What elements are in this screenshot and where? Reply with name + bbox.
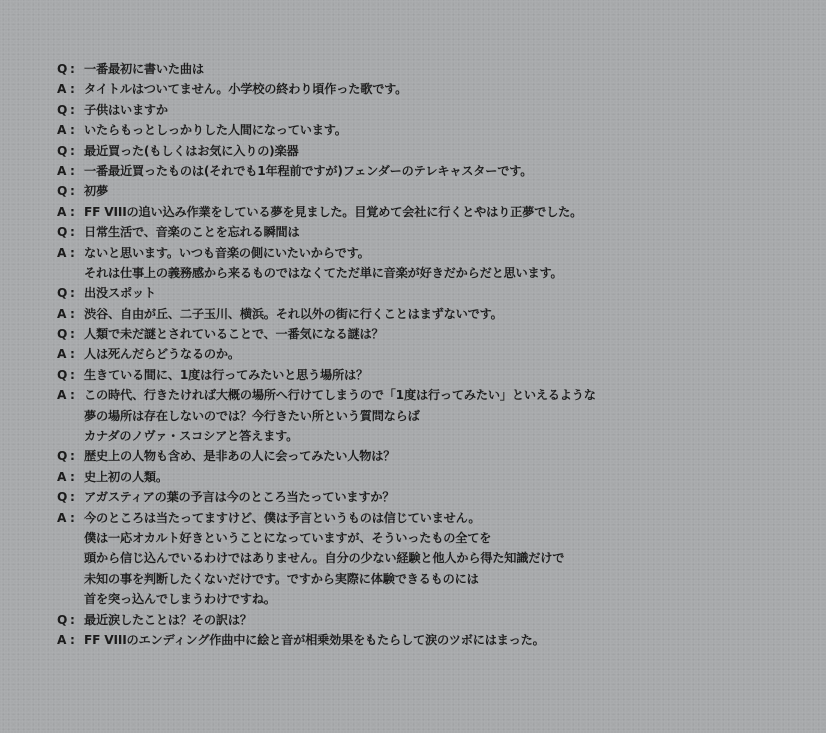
qa-text: いたらもっとしっかりした人間になっています。 (84, 123, 347, 138)
answer-line (57, 161, 797, 181)
qa-marker: A (57, 204, 67, 219)
answer-continuation-line (57, 528, 797, 548)
qa-colon: : (70, 306, 75, 321)
qa-text: 出没スポット (84, 286, 156, 301)
question-line (57, 181, 797, 201)
qa-text: それは仕事上の義務感から来るものではなくてただ単に音楽が好きだからだと思います。 (84, 265, 563, 280)
qa-colon: : (70, 327, 75, 342)
answer-line (57, 79, 797, 99)
qa-colon: : (70, 184, 75, 199)
qa-colon: : (70, 510, 75, 525)
answer-line (57, 630, 797, 650)
qa-marker: Q (57, 102, 68, 117)
qa-text: 史上初の人類。 (84, 469, 168, 484)
question-line (57, 610, 797, 630)
question-line (57, 324, 797, 344)
qa-marker: Q (57, 327, 68, 342)
qa-text: 夢の場所は存在しないのでは？今行きたい所という質問ならば (84, 408, 420, 423)
qa-marker: A (57, 510, 67, 525)
answer-line (57, 467, 797, 487)
answer-continuation-line (57, 589, 797, 609)
qa-text: 生きている間に、1度は行ってみたいと思う場所は？ (84, 367, 368, 382)
qa-colon: : (70, 225, 75, 240)
qa-colon: : (70, 490, 75, 505)
answer-continuation-line (57, 426, 797, 446)
qa-text: タイトルはついてません。小学校の終わり頃作った歌です。 (84, 82, 408, 97)
qa-marker: A (57, 82, 67, 97)
question-line (57, 59, 797, 79)
qa-colon: : (70, 388, 75, 403)
question-line (57, 141, 797, 161)
qa-text: 歴史上の人物も含め、是非あの人に会ってみたい人物は？ (84, 449, 396, 464)
qa-marker: A (57, 306, 67, 321)
question-line (57, 487, 797, 507)
qa-text: 初夢 (84, 184, 108, 199)
qa-text: 人は死んだらどうなるのか。 (84, 347, 240, 362)
answer-line (57, 243, 797, 263)
qa-text: 今のところは当たってますけど、僕は予言というものは信じていません。 (84, 510, 481, 525)
qa-marker: Q (57, 449, 68, 464)
qa-colon: : (70, 163, 75, 178)
qa-text: 未知の事を判断したくないだけです。ですから実際に体験できるものには (84, 571, 479, 586)
qa-colon: : (70, 123, 75, 138)
qa-text: 人類で未だ謎とされていることで、一番気になる謎は？ (84, 327, 384, 342)
qa-colon: : (70, 62, 75, 76)
qa-text: 渋谷、自由が丘、二子玉川、横浜。それ以外の街に行くことはまずないです。 (84, 306, 503, 321)
qa-marker: Q (57, 286, 68, 301)
qa-marker: Q (57, 225, 68, 240)
qa-colon: : (70, 82, 75, 97)
qa-marker: Q (57, 143, 68, 158)
answer-line (57, 385, 797, 405)
qa-colon: : (70, 204, 75, 219)
question-line (57, 100, 797, 120)
qa-colon: : (70, 449, 75, 464)
qa-text: カナダのノヴァ・スコシアと答えます。 (84, 429, 299, 444)
qa-colon: : (70, 469, 75, 484)
qa-text: 最近買った(もしくはお気に入りの)楽器 (84, 143, 299, 158)
qa-list (57, 59, 797, 650)
qa-text: 僕は一応オカルト好きということになっていますが、そういったもの全てを (84, 530, 492, 545)
qa-text: FF VIIIの追い込み作業をしている夢を見ました。目覚めて会社に行くとやはり正夢でした。 (84, 204, 583, 219)
answer-line (57, 304, 797, 324)
qa-text: 一番最近買ったものは(それでも1年程前ですが)フェンダーのテレキャスターです。 (84, 163, 533, 178)
answer-line (57, 344, 797, 364)
qa-marker: Q (57, 490, 68, 505)
qa-text: この時代、行きたければ大概の場所へ行けてしまうので「1度は行ってみたい」といえるような (84, 388, 596, 403)
qa-text: FF VIIIのエンディング作曲中に絵と音が相乗効果をもたらして涙のツボにはまった。 (84, 632, 545, 647)
qa-marker: A (57, 469, 67, 484)
qa-marker: Q (57, 184, 68, 199)
qa-text: 首を突っ込んでしまうわけですね。 (84, 592, 276, 607)
question-line (57, 446, 797, 466)
qa-text: アガスティアの葉の予言は今のところ当たっていますか？ (84, 490, 395, 505)
qa-colon: : (70, 245, 75, 260)
answer-continuation-line (57, 406, 797, 426)
qa-marker: A (57, 347, 67, 362)
answer-line (57, 508, 797, 528)
qa-text: 子供はいますか (84, 102, 168, 117)
qa-colon: : (70, 102, 75, 117)
qa-colon: : (70, 367, 75, 382)
qa-text: 一番最初に書いた曲は (84, 62, 204, 76)
qa-text: 頭から信じ込んでいるわけではありません。自分の少ない経験と他人から得た知識だけで (84, 551, 565, 566)
qa-marker: Q (57, 612, 68, 627)
qa-text: ないと思います。いつも音楽の側にいたいからです。 (84, 245, 370, 260)
qa-marker: A (57, 245, 67, 260)
question-line (57, 365, 797, 385)
qa-marker: A (57, 632, 67, 647)
qa-text: 日常生活で、音楽のことを忘れる瞬間は (84, 225, 300, 240)
question-line (57, 283, 797, 303)
qa-marker: A (57, 163, 67, 178)
answer-continuation-line (57, 569, 797, 589)
qa-marker: Q (57, 367, 68, 382)
answer-continuation-line (57, 548, 797, 568)
qa-colon: : (70, 286, 75, 301)
qa-text: 最近涙したことは？その訳は？ (84, 612, 252, 627)
qa-marker: A (57, 388, 67, 403)
qa-colon: : (70, 632, 75, 647)
qa-marker: A (57, 123, 67, 138)
qa-colon: : (70, 143, 75, 158)
answer-line (57, 120, 797, 140)
question-line (57, 222, 797, 242)
qa-marker: Q (57, 62, 68, 76)
answer-line (57, 202, 797, 222)
answer-continuation-line (57, 263, 797, 283)
qa-colon: : (70, 612, 75, 627)
qa-colon: : (70, 347, 75, 362)
